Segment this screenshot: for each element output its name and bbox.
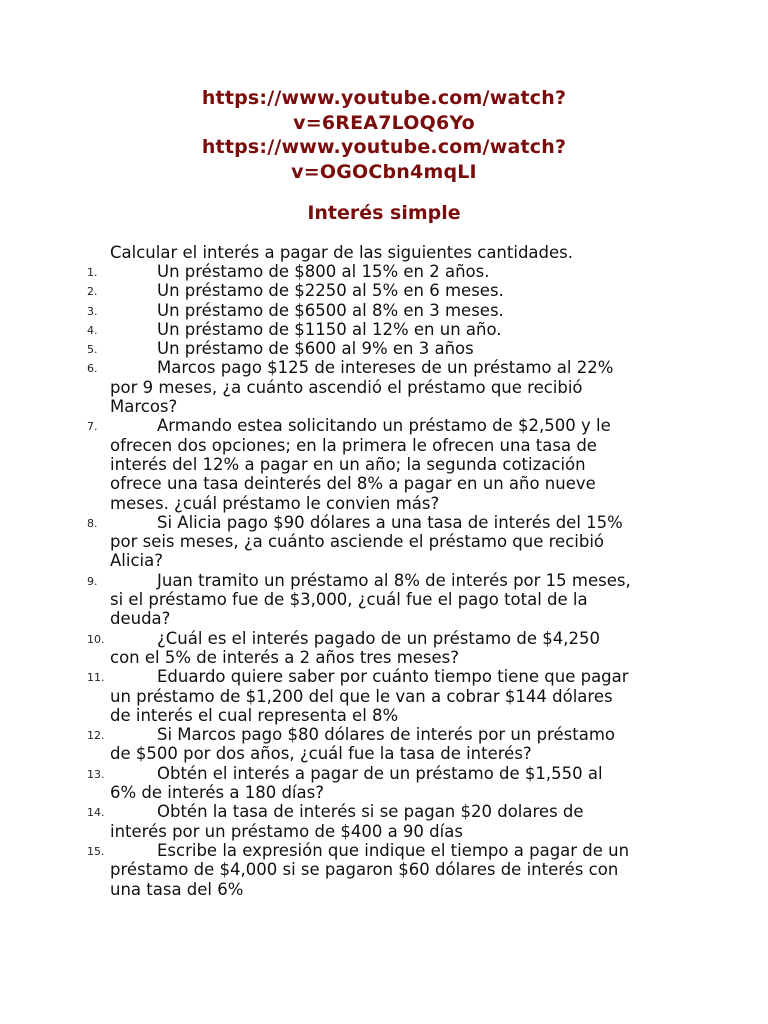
item-number: 5.	[87, 343, 98, 357]
item-text-line: deuda?	[110, 609, 171, 629]
item-number: 12.	[87, 729, 105, 743]
item-text-line: Si Alicia pago $90 dólares a una tasa de interés del 15%	[157, 512, 623, 532]
item-text-line: Un préstamo de $1150 al 12% en un año.	[157, 319, 502, 339]
item-text-line: ofrecen dos opciones; en la primera le ofrecen una tasa de	[110, 435, 597, 455]
list-item	[0, 841, 670, 899]
item-text-line: interés por un préstamo de $400 a 90 días	[110, 821, 463, 841]
list-item	[0, 301, 670, 320]
list-item	[0, 802, 670, 841]
item-text-line: de $500 por dos años, ¿cuál fue la tasa de interés?	[110, 744, 532, 764]
item-text-line: Marcos pago $125 de intereses de un préstamo al 22%	[157, 358, 614, 378]
list-item	[0, 262, 670, 281]
item-text-line: préstamo de $4,000 si se pagaron $60 dólares de interés con	[110, 860, 619, 880]
list-item	[0, 725, 670, 764]
item-text-line: Escribe la expresión que indique el tiempo a pagar de un	[157, 840, 630, 860]
item-text-line: Obtén la tasa de interés si se pagan $20 dolares de	[157, 802, 584, 822]
item-text-line: Si Marcos pago $80 dólares de interés por un préstamo	[157, 725, 615, 745]
item-number: 3.	[87, 304, 98, 318]
problem-list	[0, 262, 768, 899]
list-item	[0, 320, 670, 339]
item-text-line: Marcos?	[110, 397, 178, 417]
list-item	[0, 667, 670, 725]
item-number: 15.	[87, 844, 105, 858]
item-text-line: Juan tramito un préstamo al 8% de interés por 15 meses,	[157, 570, 631, 590]
item-text-line: por seis meses, ¿a cuánto asciende el préstamo que recibió	[110, 532, 605, 552]
item-text-line: Un préstamo de $6500 al 8% en 3 meses.	[157, 300, 504, 320]
intro-text: Calcular el interés a pagar de las siguientes cantidades.	[110, 243, 573, 262]
item-text-line: Un préstamo de $2250 al 5% en 6 meses.	[157, 281, 504, 301]
list-item	[0, 281, 670, 300]
item-number: 8.	[87, 516, 98, 530]
item-number: 2.	[87, 285, 98, 299]
item-text-line: Eduardo quiere saber por cuánto tiempo tiene que pagar	[157, 667, 629, 687]
item-text-line: ofrece una tasa deinterés del 8% a pagar en un año nueve	[110, 474, 596, 494]
item-text-line: ¿Cuál es el interés pagado de un préstamo de $4,250	[157, 628, 600, 648]
item-text-line: Armando estea solicitando un préstamo de $2,500 y le	[157, 416, 611, 436]
item-text-line: interés del 12% a pagar en un año; la segunda cotización	[110, 454, 586, 474]
item-number: 10.	[87, 632, 105, 646]
item-text-line: si el préstamo fue de $3,000, ¿cuál fue el pago total de la	[110, 590, 588, 610]
item-number: 7.	[87, 420, 98, 434]
item-text-line: por 9 meses, ¿a cuánto ascendió el préstamo que recibió	[110, 377, 583, 397]
document-title: Interés simple	[307, 202, 461, 224]
item-text-line: 6% de interés a 180 días?	[110, 783, 324, 803]
item-text-line: de interés el cual representa el 8%	[110, 705, 399, 725]
item-number: 14.	[87, 806, 105, 820]
list-item	[0, 629, 670, 668]
item-number: 4.	[87, 323, 98, 337]
item-number: 13.	[87, 767, 105, 781]
item-number: 6.	[87, 362, 98, 376]
list-item	[0, 571, 670, 629]
item-text-line: una tasa del 6%	[110, 879, 244, 899]
video-link-2-line-1[interactable]: https://www.youtube.com/watch?	[201, 136, 567, 158]
item-text-line: Un préstamo de $800 al 15% en 2 años.	[157, 262, 490, 281]
item-text-line: un préstamo de $1,200 del que le van a cobrar $144 dólares	[110, 686, 613, 706]
video-link-1-line-1[interactable]: https://www.youtube.com/watch?	[201, 87, 567, 109]
item-text-line: Un préstamo de $600 al 9% en 3 años	[157, 339, 474, 359]
list-item	[0, 339, 670, 358]
list-item	[0, 764, 670, 803]
item-text-line: meses. ¿cuál préstamo le convien más?	[110, 493, 440, 513]
item-text-line: Obtén el interés a pagar de un préstamo de $1,550 al	[157, 763, 603, 783]
video-links	[0, 86, 768, 184]
item-text-line: Alicia?	[110, 551, 163, 571]
video-link-1-line-2[interactable]: v=6REA7LOQ6Yo	[293, 111, 475, 134]
item-text-line: con el 5% de interés a 2 años tres meses?	[110, 647, 460, 667]
list-item	[0, 416, 670, 512]
video-link-2-line-2[interactable]: v=OGOCbn4mqLI	[291, 160, 477, 183]
list-item	[0, 513, 670, 571]
item-number: 1.	[87, 266, 98, 279]
item-number: 11.	[87, 671, 105, 685]
list-item	[0, 358, 670, 416]
item-number: 9.	[87, 574, 98, 588]
